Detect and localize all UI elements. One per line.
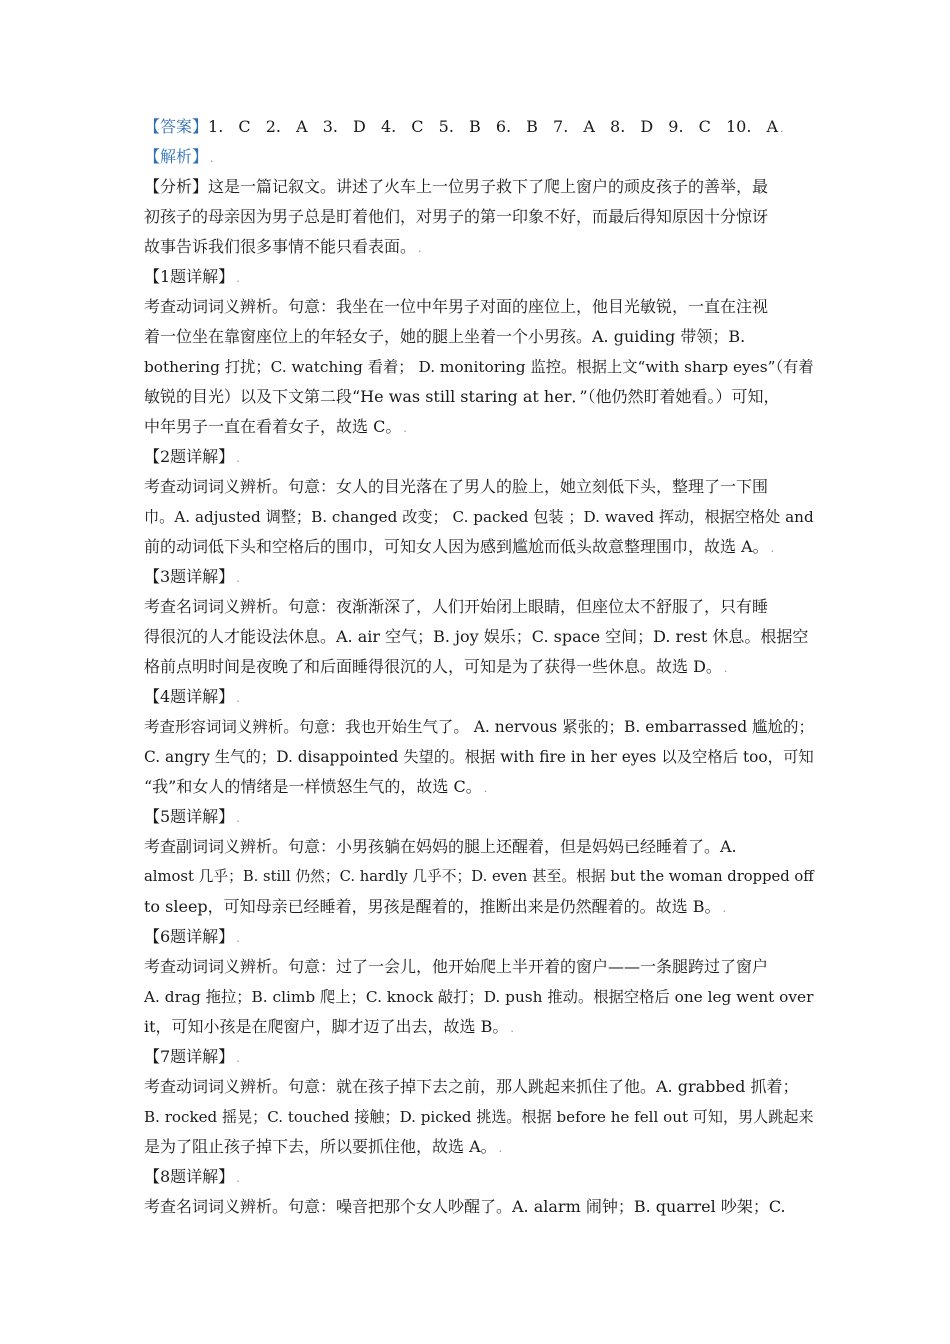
item-line xyxy=(144,1192,814,1222)
item-text: bothering 打扰；C. watching 看着； D. monitoring 监控。根据上文“with sharp eyes”（有着 xyxy=(144,358,814,376)
item-text: 中年男子一直在看着女子，故选 C。 xyxy=(144,417,402,436)
item-heading-text: 【7题详解】 xyxy=(144,1047,235,1066)
item-text: C. angry 生气的；D. disappointed 失望的。根据 with fire in her eyes 以及空格后 too，可知 xyxy=(144,748,814,766)
item-line xyxy=(144,892,814,922)
item-text: it，可知小孩是在爬窗户，脚才迈了出去，故选 B。 xyxy=(144,1017,509,1036)
item-line xyxy=(144,772,814,802)
item-text: 着一位坐在靠窗座位上的年轻女子，她的腿上坐着一个小男孩。A. guiding 带领；B. xyxy=(144,327,746,346)
item-line xyxy=(144,832,814,862)
item-line xyxy=(144,292,814,322)
item-heading-text: 【2题详解】 xyxy=(144,447,235,466)
item-text: 考查形容词词义辨析。句意：我也开始生气了。 A. nervous 紧张的；B. embarrassed 尴尬的； xyxy=(144,718,814,736)
paragraph-mark-icon: . xyxy=(236,932,240,945)
paragraph-mark-icon: . xyxy=(236,572,240,585)
item-heading xyxy=(144,442,814,472)
item-line xyxy=(144,322,814,352)
item-heading-text: 【3题详解】 xyxy=(144,567,235,586)
item-heading xyxy=(144,922,814,952)
item-text: A. drag 拖拉；B. climb 爬上；C. knock 敲打；D. push 推动。根据空格后 one leg went over xyxy=(144,988,814,1006)
item-line xyxy=(144,502,814,532)
paragraph-mark-icon: . xyxy=(236,812,240,825)
item-heading xyxy=(144,1162,814,1192)
item-line xyxy=(144,952,814,982)
paragraph-mark-icon: . xyxy=(780,122,784,135)
item-line xyxy=(144,1012,814,1042)
item-text: 是为了阻止孩子掉下去，所以要抓住他，故选 A。 xyxy=(144,1137,497,1156)
answer-line xyxy=(144,112,814,142)
answer-label: 【答案】 xyxy=(144,117,209,136)
item-text: almost 几乎；B. still 仍然；C. hardly 几乎不；D. even 甚至。根据 but the woman dropped off xyxy=(144,868,814,885)
item-heading xyxy=(144,262,814,292)
summary-line xyxy=(144,232,814,262)
item-text: 考查动词词义辨析。句意：我坐在一位中年男子对面的座位上，他目光敏锐，一直在注视 xyxy=(144,297,769,316)
paragraph-mark-icon: . xyxy=(236,1172,240,1185)
item-text: 考查名词词义辨析。句意：噪音把那个女人吵醒了。A. alarm 闹钟；B. quarrel 吵架；C. xyxy=(144,1197,786,1216)
item-line xyxy=(144,622,814,652)
analysis-label: 【解析】 xyxy=(144,147,209,166)
paragraph-mark-icon: . xyxy=(236,1052,240,1065)
answer-key: 1. C 2. A 3. D 4. C 5. B 6. B 7. A 8. D 9. C 10. A xyxy=(208,117,779,136)
item-line xyxy=(144,712,814,742)
item-text: 考查动词词义辨析。句意：女人的目光落在了男人的脸上，她立刻低下头，整理了一下围 xyxy=(144,477,769,496)
item-line xyxy=(144,472,814,502)
item-text: to sleep，可知母亲已经睡着，男孩是醒着的，推断出来是仍然醒着的。故选 B。 xyxy=(144,897,721,916)
item-text: 格前点明时间是夜晚了和后面睡得很沉的人，可知是为了获得一些休息。故选 D。 xyxy=(144,657,722,676)
item-line xyxy=(144,652,814,682)
item-text: 敏锐的目光）以及下文第二段“He was still staring at her．”（他仍然盯着她看。）可知， xyxy=(144,387,780,406)
item-heading-text: 【4题详解】 xyxy=(144,687,235,706)
paragraph-mark-icon: . xyxy=(236,452,240,465)
item-heading xyxy=(144,682,814,712)
item-line xyxy=(144,412,814,442)
paragraph-mark-icon: . xyxy=(418,242,422,255)
summary-line xyxy=(144,172,814,202)
item-line xyxy=(144,1102,814,1132)
paragraph-mark-icon: . xyxy=(236,692,240,705)
item-text: B. rocked 摇晃；C. touched 接触；D. picked 挑选。根据 before he fell out 可知，男人跳起来 xyxy=(144,1108,814,1126)
item-line xyxy=(144,592,814,622)
item-text: 前的动词低下头和空格后的围巾，可知女人因为感到尴尬而低头故意整理围巾，故选 A。 xyxy=(144,537,769,556)
item-line xyxy=(144,742,814,772)
item-heading-text: 【6题详解】 xyxy=(144,927,235,946)
item-line xyxy=(144,532,814,562)
paragraph-mark-icon: . xyxy=(403,422,407,435)
summary-text: 初孩子的母亲因为男子总是盯着他们，对男子的第一印象不好，而最后得知原因十分惊讶 xyxy=(144,207,769,226)
item-heading-text: 【8题详解】 xyxy=(144,1167,235,1186)
paragraph-mark-icon: . xyxy=(498,1142,503,1155)
summary-label: 【分析】 xyxy=(144,177,209,196)
analysis-label-line xyxy=(144,142,814,172)
item-line xyxy=(144,382,814,412)
item-line xyxy=(144,352,814,382)
item-heading-text: 【5题详解】 xyxy=(144,807,235,826)
paragraph-mark-icon: . xyxy=(770,542,775,555)
item-text: 考查动词词义辨析。句意：过了一会儿，他开始爬上半开着的窗户——一条腿跨过了窗户 xyxy=(144,957,769,976)
paragraph-mark-icon: . xyxy=(483,782,488,795)
item-line xyxy=(144,862,814,892)
item-heading xyxy=(144,562,814,592)
summary-line xyxy=(144,202,814,232)
paragraph-mark-icon: . xyxy=(210,152,214,165)
item-text: 考查动词词义辨析。句意：就在孩子掉下去之前，那人跳起来抓住了他。A. grabbed 抓着； xyxy=(144,1077,799,1096)
item-heading-text: 【1题详解】 xyxy=(144,267,235,286)
item-line xyxy=(144,1072,814,1102)
paragraph-mark-icon: . xyxy=(722,902,727,915)
item-text: “我”和女人的情绪是一样愤怒生气的，故选 C。 xyxy=(144,777,482,796)
item-text: 考查名词词义辨析。句意：夜渐渐深了，人们开始闭上眼睛，但座位太不舒服了，只有睡 xyxy=(144,597,769,616)
paragraph-mark-icon: . xyxy=(723,662,728,675)
answer-analysis-body xyxy=(144,112,814,1222)
item-text: 得很沉的人才能设法休息。A. air 空气；B. joy 娱乐；C. space 空间；D. rest 休息。根据空 xyxy=(144,627,809,646)
paragraph-mark-icon: . xyxy=(236,272,240,285)
item-text: 考查副词词义辨析。句意：小男孩躺在妈妈的腿上还醒着，但是妈妈已经睡着了。A. xyxy=(144,837,737,856)
item-line xyxy=(144,1132,814,1162)
item-text: 巾。A. adjusted 调整；B. changed 改变； C. packed 包装 ；D. waved 挥动，根据空格处 and xyxy=(144,508,814,526)
summary-text: 这是一篇记叙文。讲述了火车上一位男子救下了爬上窗户的顽皮孩子的善举，最 xyxy=(208,177,769,196)
paragraph-mark-icon: . xyxy=(510,1022,514,1035)
item-heading xyxy=(144,802,814,832)
item-line xyxy=(144,982,814,1012)
item-heading xyxy=(144,1042,814,1072)
summary-text: 故事告诉我们很多事情不能只看表面。 xyxy=(144,237,417,256)
